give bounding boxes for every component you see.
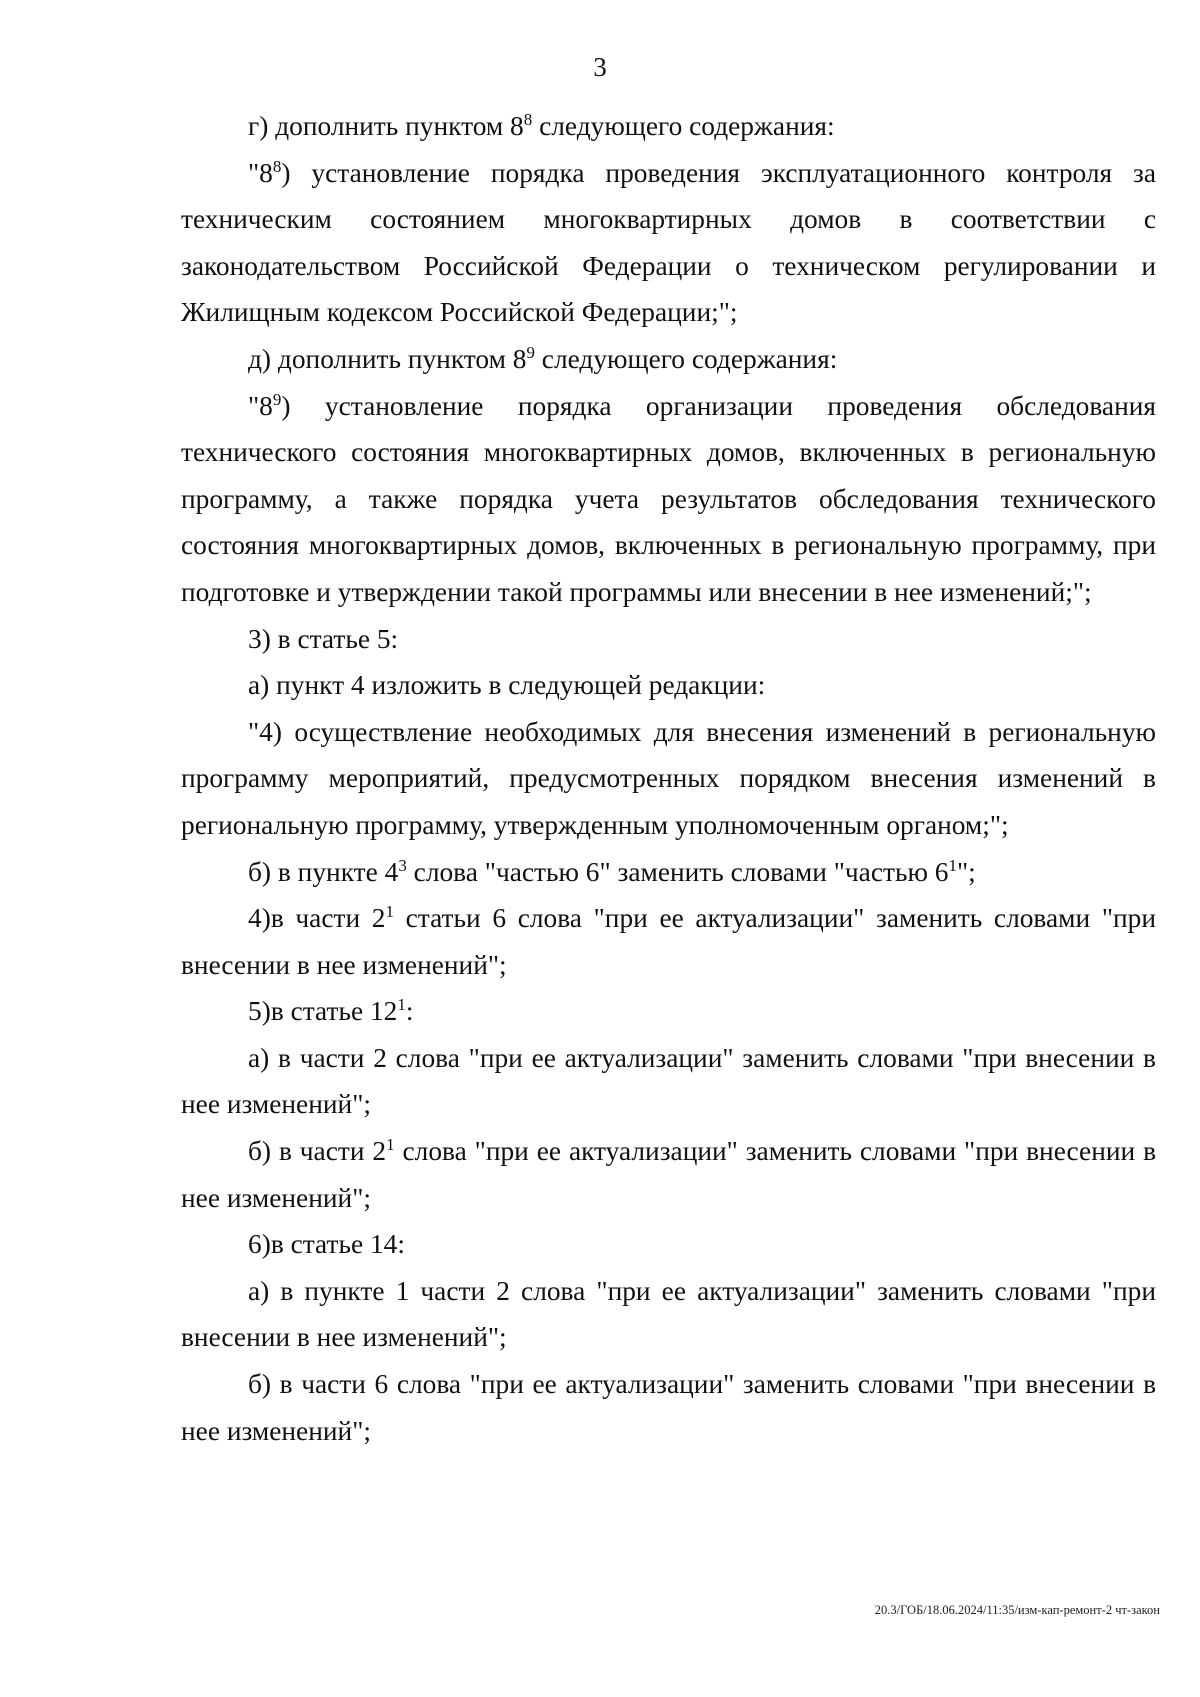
text-run: а) в части 2 слова "при ее актуализации" заменить словами "при внесении в нее изменений"; xyxy=(181,1042,1156,1120)
page-number: 3 xyxy=(593,52,607,82)
text-run: ) установление порядка проведения эксплуатационного контроля за техническим состоянием многоквартирных домов в соответствии с законодательством Российской Федерации о техническом регулировании и Жилищным кодексом Российской Федерации;"; xyxy=(181,157,1156,328)
paragraph xyxy=(181,988,1156,1035)
superscript: 1 xyxy=(397,995,406,1015)
paragraph xyxy=(181,383,1156,616)
superscript: 9 xyxy=(526,342,535,362)
text-run: б) в части 2 xyxy=(248,1136,387,1167)
superscript: 3 xyxy=(398,855,407,875)
text-run: 3) в статье 5: xyxy=(248,623,399,654)
text-run: "8 xyxy=(248,390,273,421)
paragraph xyxy=(181,103,1156,150)
text-run: 5)в статье 12 xyxy=(248,996,398,1027)
text-run: слова "частью 6" заменить словами "частью 6 xyxy=(406,856,949,887)
text-run: 4)в части 2 xyxy=(248,903,386,934)
superscript: 1 xyxy=(386,1134,395,1154)
text-run: 6)в статье 14: xyxy=(248,1229,405,1260)
paragraph xyxy=(181,709,1156,849)
text-run: б) в пункте 4 xyxy=(248,856,399,887)
text-run: "8 xyxy=(248,157,273,188)
paragraph xyxy=(181,849,1156,896)
paragraph xyxy=(181,895,1156,988)
paragraph xyxy=(181,150,1156,336)
document-body xyxy=(181,103,1156,1454)
paragraph xyxy=(181,1268,1156,1361)
text-run: г) дополнить пунктом 8 xyxy=(248,111,524,141)
text-run: : xyxy=(405,996,414,1027)
footer-stamp: 20.3/ГОБ/18.06.2024/11:35/изм-кап-ремонт-2 чт-закон xyxy=(874,1603,1160,1617)
paragraph xyxy=(181,1361,1156,1454)
text-run: "; xyxy=(956,856,976,887)
superscript: 8 xyxy=(272,156,282,176)
text-run: а) пункт 4 изложить в следующей редакции: xyxy=(248,670,766,701)
text-run: д) дополнить пунктом 8 xyxy=(248,343,527,374)
superscript: 8 xyxy=(523,109,533,129)
text-run: статьи 6 слова "при ее актуализации" заменить словами "при внесении в нее изменений"; xyxy=(181,903,1157,980)
paragraph xyxy=(181,1035,1156,1128)
paragraph xyxy=(181,662,1156,709)
paragraph xyxy=(181,1221,1156,1268)
superscript: 9 xyxy=(272,389,282,409)
superscript: 1 xyxy=(948,855,957,875)
paragraph xyxy=(181,1128,1156,1221)
paragraph xyxy=(181,616,1156,663)
text-run: а) в пункте 1 части 2 слова "при ее актуализации" заменить словами "при внесении в нее изменений"; xyxy=(181,1275,1156,1353)
superscript: 1 xyxy=(385,901,394,921)
text-run: ) установление порядка организации проведения обследования технического состояния многоквартирных домов, включенных в региональную программу, а также порядка учета результатов обследования технического состояния многоквартирных домов, включенных в региональную программу, при подготовке и утверждении такой программы или внесении в нее изменений;"; xyxy=(181,390,1156,607)
text-run: следующего содержания: xyxy=(534,343,838,374)
text-run: б) в части 6 слова "при ее актуализации" заменить словами "при внесении в нее изменений"; xyxy=(181,1369,1156,1446)
paragraph xyxy=(181,336,1156,383)
text-run: следующего содержания: xyxy=(532,111,835,141)
text-run: "4) осуществление необходимых для внесения изменений в региональную программу мероприятий, предусмотренных порядком внесения изменений в региональную программу, утвержденным уполномоченным органом;"; xyxy=(181,716,1156,840)
text-run: слова "при ее актуализации" заменить словами "при внесении в нее изменений"; xyxy=(181,1136,1156,1213)
